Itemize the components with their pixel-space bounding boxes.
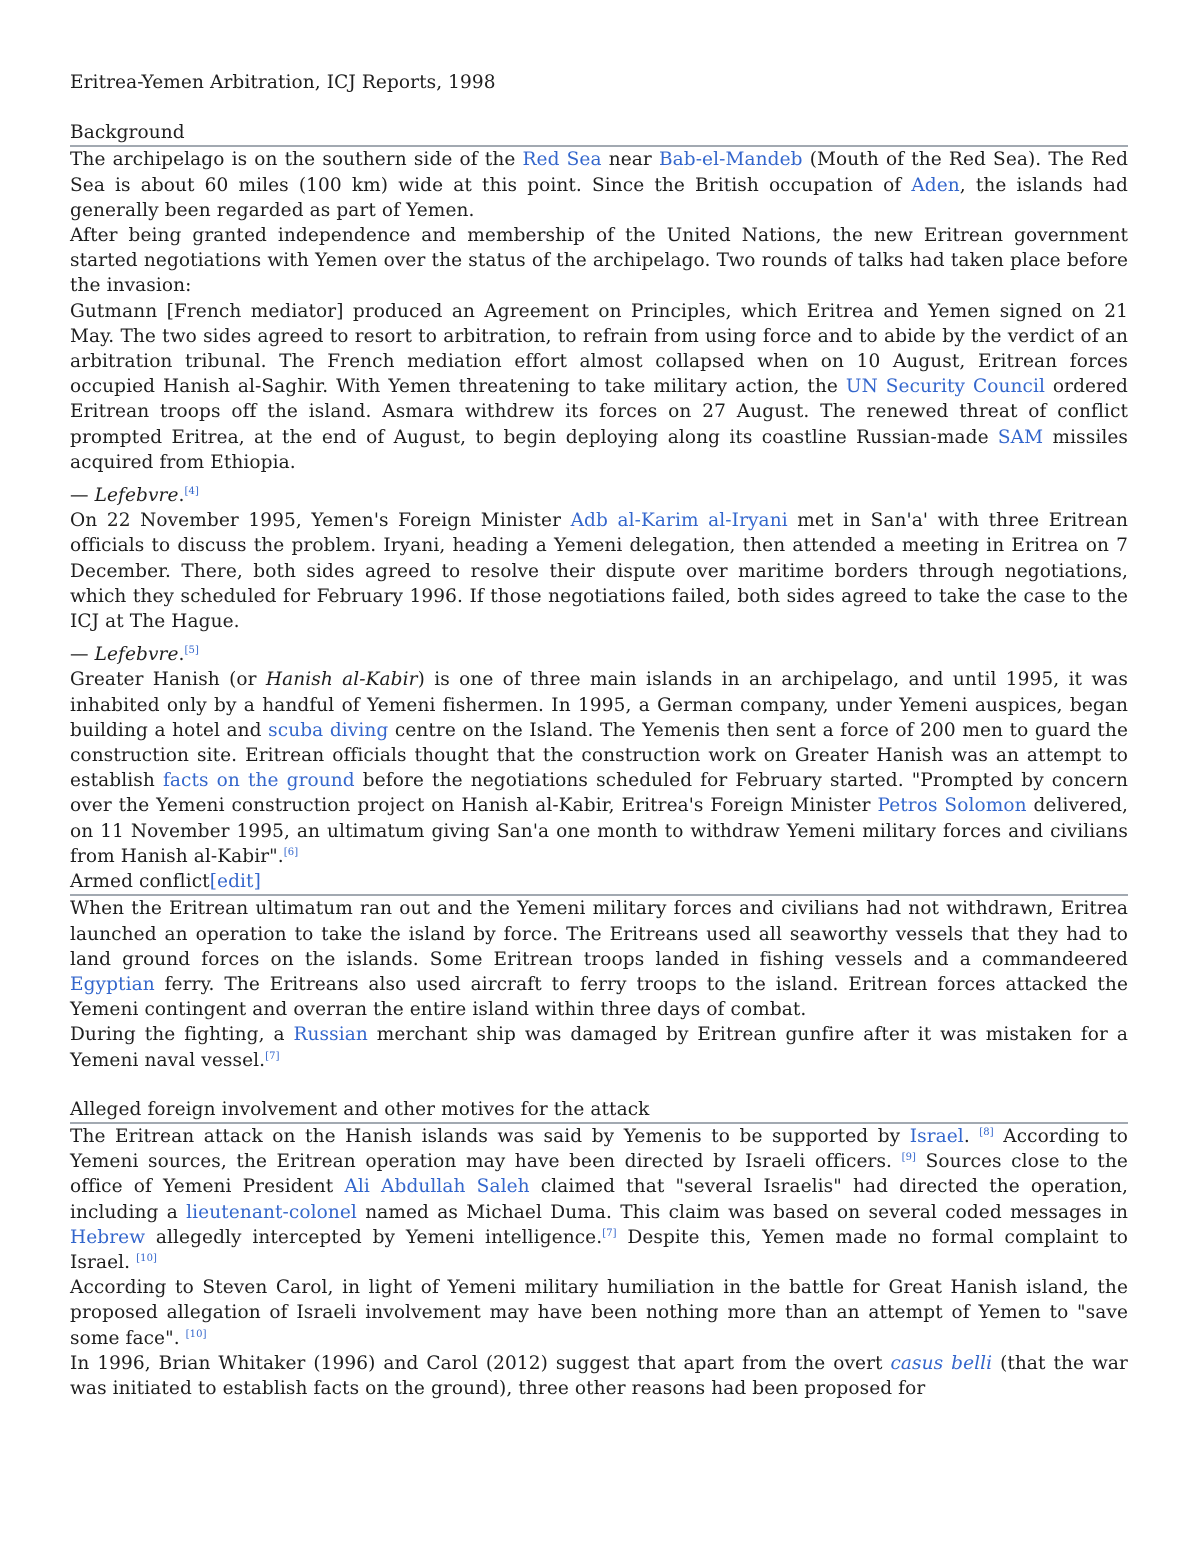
link-ali-abdullah-saleh[interactable]: Ali Abdullah Saleh: [344, 1176, 530, 1198]
paragraph-israel-support: The Eritrean attack on the Hanish islands was said by Yemenis to be supported by Israel. [8] According to Yemeni sources, the Eritrean operation may have been directed by Israeli officers. [9] Sources close to the office of Yemeni President Ali Abdullah Saleh claimed that "several Israelis" had directed the operation, including a lieutenant-colonel named as Michael Duma. This claim was based on several coded messages in Hebrew allegedly intercepted by Yemeni intelligence.[7] Despite this, Yemen made no formal complaint to Israel. [10]: [70, 1125, 1128, 1273]
document-title: Eritrea-Yemen Arbitration, ICJ Reports, 1998: [70, 72, 496, 93]
link-sam[interactable]: SAM: [997, 426, 1044, 448]
link-russian[interactable]: Russian: [293, 1024, 368, 1046]
link-scuba-diving[interactable]: scuba diving: [268, 719, 389, 741]
document-page: [70, 70, 1128, 1401]
link-facts-on-the-ground[interactable]: facts on the ground: [162, 770, 355, 792]
link-casus-belli[interactable]: casus belli: [890, 1352, 993, 1374]
section-heading-background: Background: [70, 120, 1128, 147]
paragraph-greater-hanish: Greater Hanish (or Hanish al-Kabir) is one of three main islands in an archipelago, and until 1995, it was inhabited only by a handful of Yemeni fishermen. In 1995, a German company, under Yemeni auspices, began building a hotel and scuba diving centre on the Island. The Yemenis then sent a force of 200 men to guard the construction site. Eritrean officials thought that the construction work on Greater Hanish was an attempt to establish facts on the ground before the negotiations scheduled for February started. "Prompted by concern over the Yemeni construction project on Hanish al-Kabir, Eritrea's Foreign Minister Petros Solomon delivered, on 11 November 1995, an ultimatum giving San'a one month to withdraw Yemeni military forces and civilians from Hanish al-Kabir".[6]: [70, 669, 1129, 867]
citation-7b[interactable]: [7]: [602, 1227, 617, 1239]
paragraph-archipelago: The archipelago is on the southern side of the Red Sea near Bab-el-Mandeb (Mouth of the Red Sea). The Red Sea is about 60 miles (100 km) wide at this point. Since the British occupation of Aden, the islands had generally been regarded as part of Yemen.: [70, 149, 1129, 221]
citation-10[interactable]: [10]: [136, 1252, 158, 1264]
section-heading-armed-conflict: Armed conflict[edit]: [70, 869, 1128, 896]
paragraph-russian-ship: During the fighting, a Russian merchant ship was damaged by Eritrean gunfire after it was mistaken for a Yemeni naval vessel.[7]: [70, 1024, 1128, 1071]
quote-attribution-2: — Lefebvre.[5]: [70, 644, 199, 666]
paragraph-ultimatum: When the Eritrean ultimatum ran out and the Yemeni military forces and civilians had not withdrawn, Eritrea launched an operation to take the island by force. The Eritreans used all seaworthy vessels that they had to land ground forces on the islands. Some Eritrean troops landed in fishing vessels and a commandeered Egyptian ferry. The Eritreans also used aircraft to ferry troops to the island. Eritrean forces attacked the Yemeni contingent and overran the entire island within three days of combat.: [70, 898, 1128, 1021]
link-aden[interactable]: Aden: [911, 174, 960, 196]
link-lieutenant-colonel[interactable]: lieutenant-colonel: [186, 1201, 357, 1223]
paragraph-steven-carol: According to Steven Carol, in light of Yemeni military humiliation in the battle for Great Hanish island, the proposed allegation of Israeli involvement may have been nothing more than an attempt of Yemen to "save some face". [10]: [70, 1277, 1128, 1349]
paragraph-november-1995: On 22 November 1995, Yemen's Foreign Minister Adb al-Karim al-Iryani met in San'a' with three Eritrean officials to discuss the problem. Iryani, heading a Yemeni delegation, then attended a meeting in Eritrea on 7 December. There, both sides agreed to resolve their dispute over maritime borders through negotiations, which they scheduled for February 1996. If those negotiations failed, both sides agreed to take the case to the ICJ at The Hague.: [70, 510, 1128, 633]
link-red-sea[interactable]: Red Sea: [522, 149, 602, 171]
section-heading-alleged-involvement: Alleged foreign involvement and other motives for the attack: [70, 1097, 1128, 1124]
citation-9[interactable]: [9]: [901, 1151, 917, 1163]
edit-link[interactable]: edit: [217, 871, 254, 893]
citation-4[interactable]: [4]: [184, 485, 199, 497]
link-adb-al-karim-al-iryani[interactable]: Adb al-Karim al-Iryani: [570, 510, 788, 532]
link-bab-el-mandeb[interactable]: Bab-el-Mandeb: [658, 149, 803, 171]
citation-5[interactable]: [5]: [184, 645, 199, 657]
link-hebrew[interactable]: Hebrew: [70, 1226, 146, 1248]
link-un-security-council[interactable]: UN Security Council: [845, 376, 1045, 398]
paragraph-whitaker-carol: In 1996, Brian Whitaker (1996) and Carol (2012) suggest that apart from the overt casus belli (that the war was initiated to establish facts on the ground), three other reasons had been proposed for: [70, 1352, 1128, 1399]
link-egyptian[interactable]: Egyptian: [70, 973, 155, 995]
paragraph-independence: After being granted independence and membership of the United Nations, the new Eritrean government started negotiations with Yemen over the status of the archipelago. Two rounds of talks had taken place before the invasion:: [70, 225, 1128, 297]
paragraph-gutmann: Gutmann [French mediator] produced an Agreement on Principles, which Eritrea and Yemen signed on 21 May. The two sides agreed to resort to arbitration, to refrain from using force and to abide by the verdict of an arbitration tribunal. The French mediation effort almost collapsed when on 10 August, Eritrean forces occupied Hanish al-Saghir. With Yemen threatening to take military action, the UN Security Council ordered Eritrean troops off the island. Asmara withdrew its forces on 27 August. The renewed threat of conflict prompted Eritrea, at the end of August, to begin deploying along its coastline Russian-made SAM missiles acquired from Ethiopia.: [70, 300, 1128, 473]
citation-7[interactable]: [7]: [265, 1050, 280, 1062]
citation-10b[interactable]: [10]: [185, 1328, 207, 1340]
citation-6[interactable]: [6]: [283, 846, 299, 858]
link-israel[interactable]: Israel: [909, 1125, 964, 1147]
link-petros-solomon[interactable]: Petros Solomon: [877, 795, 1027, 817]
spacer: [70, 1073, 1128, 1097]
quote-attribution-1: — Lefebvre.[4]: [70, 485, 199, 507]
citation-8[interactable]: [8]: [979, 1126, 994, 1138]
